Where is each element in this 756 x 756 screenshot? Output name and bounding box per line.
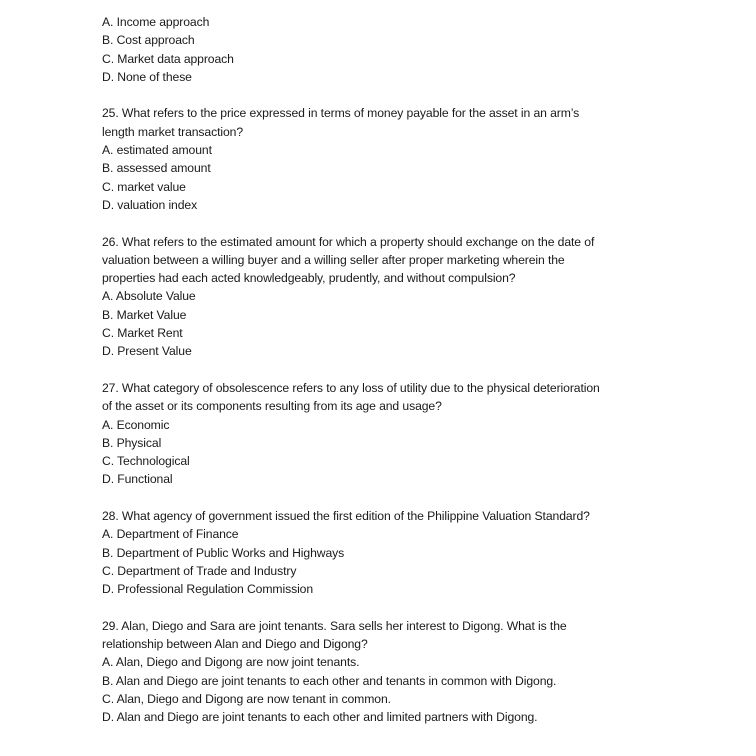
option-c: C. Market data approach [102, 51, 234, 66]
option-b: B. assessed amount [102, 161, 211, 176]
option-c: C. Alan, Diego and Digong are now tenant in common. [102, 691, 391, 706]
question-25 [102, 104, 662, 214]
option-d: D. valuation index [102, 197, 198, 212]
option-a: A. estimated amount [102, 143, 212, 158]
question-stem: 25. What refers to the price expressed in terms of money payable for the asset in an arm’s [102, 106, 580, 121]
option-a: A. Economic [102, 417, 170, 432]
option-d: D. Functional [102, 472, 173, 487]
document-page [102, 13, 662, 727]
spacer [102, 361, 662, 379]
spacer [102, 86, 662, 104]
option-b: B. Cost approach [102, 33, 195, 48]
option-c: C. Technological [102, 454, 190, 469]
question-stem: length market transaction? [102, 124, 244, 139]
spacer [102, 214, 662, 232]
question-stem: properties had each acted knowledgeably, prudently, and without compulsion? [102, 271, 516, 286]
option-b: B. Market Value [102, 307, 187, 322]
question-24-options [102, 13, 662, 86]
option-b: B. Alan and Diego are joint tenants to each other and tenants in common with Digong. [102, 673, 557, 688]
spacer [102, 599, 662, 617]
spacer [102, 489, 662, 507]
option-a: A. Absolute Value [102, 289, 196, 304]
option-a: A. Department of Finance [102, 527, 239, 542]
option-c: C. Market Rent [102, 326, 183, 341]
option-a: A. Alan, Diego and Digong are now joint tenants. [102, 655, 360, 670]
option-d: D. Alan and Diego are joint tenants to each other and limited partners with Digong. [102, 710, 538, 725]
question-stem: 26. What refers to the estimated amount for which a property should exchange on the date of [102, 234, 595, 249]
question-27 [102, 379, 662, 489]
option-c: C. Department of Trade and Industry [102, 563, 297, 578]
question-stem: relationship between Alan and Diego and Digong? [102, 637, 368, 652]
question-stem: 29. Alan, Diego and Sara are joint tenants. Sara sells her interest to Digong. What is the [102, 618, 567, 633]
question-stem: 27. What category of obsolescence refers to any loss of utility due to the physical deterioration [102, 380, 600, 395]
question-stem: valuation between a willing buyer and a willing seller after proper marketing wherein the [102, 252, 565, 267]
option-d: D. None of these [102, 69, 192, 84]
question-26 [102, 233, 662, 361]
option-b: B. Department of Public Works and Highways [102, 545, 345, 560]
question-stem: of the asset or its components resulting from its age and usage? [102, 399, 442, 414]
question-29 [102, 617, 662, 727]
option-d: D. Professional Regulation Commission [102, 582, 314, 597]
option-b: B. Physical [102, 435, 162, 450]
question-28 [102, 507, 662, 598]
question-stem: 28. What agency of government issued the first edition of the Philippine Valuation Standard? [102, 509, 590, 524]
option-a: A. Income approach [102, 15, 210, 29]
option-d: D. Present Value [102, 344, 192, 359]
option-c: C. market value [102, 179, 186, 194]
